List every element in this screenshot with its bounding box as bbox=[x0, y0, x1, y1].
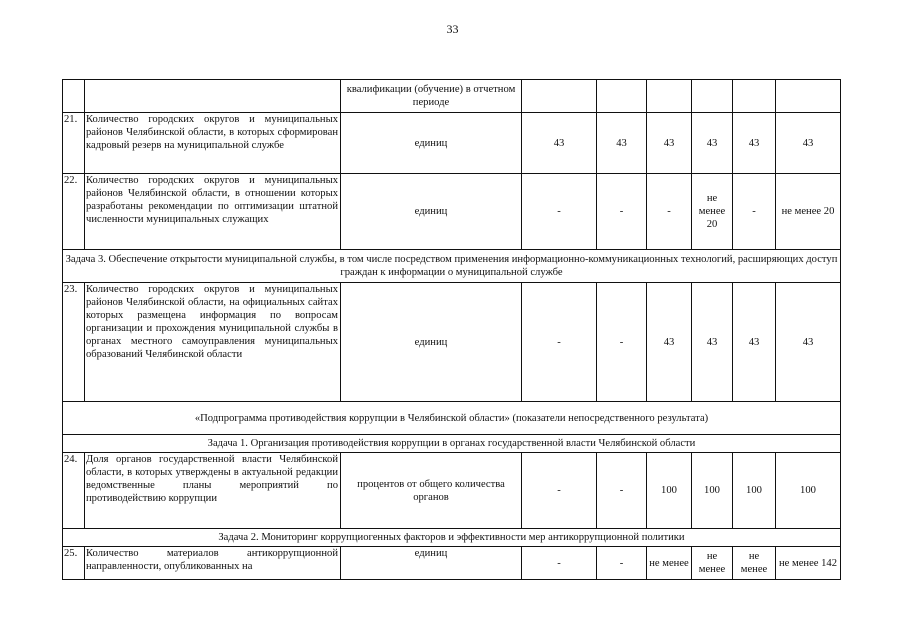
table-row bbox=[63, 174, 841, 250]
task-heading: Задача 3. Обеспечение открытости муниципальной службы, в том числе посредством применения информационно-коммуникационных технологий, расширяющих доступ граждан к информации о муниципальной службе bbox=[63, 250, 841, 283]
row-number: 23. bbox=[63, 283, 85, 402]
value-cell: 43 bbox=[776, 283, 841, 402]
value-cell: не менее bbox=[647, 547, 692, 580]
indicator-name bbox=[85, 80, 341, 113]
value-cell: - bbox=[647, 174, 692, 250]
table-row bbox=[63, 113, 841, 174]
value-cell: 43 bbox=[522, 113, 597, 174]
value-cell: 43 bbox=[733, 113, 776, 174]
value-cell: не менее 142 bbox=[776, 547, 841, 580]
unit-cell: единиц bbox=[341, 547, 522, 580]
value-cell: 43 bbox=[692, 283, 733, 402]
value-cell: - bbox=[597, 174, 647, 250]
unit-cell: квалификации (обучение) в отчетном периоде bbox=[341, 80, 522, 113]
table-row bbox=[63, 453, 841, 529]
task-heading: Задача 1. Организация противодействия коррупции в органах государственной власти Челябинской области bbox=[63, 435, 841, 453]
row-number: 21. bbox=[63, 113, 85, 174]
indicator-name: Количество городских округов и муниципальных районов Челябинской области, в отношении которых разработаны рекомендации по оптимизации штатной численности муниципальных служащих bbox=[85, 174, 341, 250]
subprogram-row bbox=[63, 402, 841, 435]
value-cell: - bbox=[597, 283, 647, 402]
value-cell: 100 bbox=[647, 453, 692, 529]
value-cell: - bbox=[597, 547, 647, 580]
value-cell: 100 bbox=[692, 453, 733, 529]
value-cell bbox=[776, 80, 841, 113]
indicator-name: Количество городских округов и муниципальных районов Челябинской области, в которых сформирован кадровый резерв на муниципальной службе bbox=[85, 113, 341, 174]
indicator-name: Количество городских округов и муниципальных районов Челябинской области, на официальных сайтах которых размещена информация по вопросам организации и прохождения муниципальной службы в органах местного самоуправления муниципальных образований Челябинской области bbox=[85, 283, 341, 402]
task-heading: Задача 2. Мониторинг коррупциогенных факторов и эффективности мер антикоррупционной политики bbox=[63, 529, 841, 547]
row-number: 22. bbox=[63, 174, 85, 250]
value-cell: 43 bbox=[692, 113, 733, 174]
value-cell: - bbox=[597, 453, 647, 529]
task-row bbox=[63, 529, 841, 547]
value-cell: 43 bbox=[647, 283, 692, 402]
value-cell: - bbox=[522, 283, 597, 402]
value-cell bbox=[597, 80, 647, 113]
value-cell: не менее bbox=[692, 547, 733, 580]
value-cell bbox=[522, 80, 597, 113]
task-row bbox=[63, 250, 841, 283]
value-cell: - bbox=[522, 174, 597, 250]
table-row bbox=[63, 80, 841, 113]
table-row bbox=[63, 283, 841, 402]
task-row bbox=[63, 435, 841, 453]
value-cell: - bbox=[522, 453, 597, 529]
indicator-name: Количество материалов антикоррупционной направленности, опубликованных на bbox=[85, 547, 341, 580]
table-row bbox=[63, 547, 841, 580]
value-cell bbox=[692, 80, 733, 113]
page-number: 33 bbox=[446, 22, 459, 36]
value-cell: не менее 20 bbox=[692, 174, 733, 250]
unit-cell: единиц bbox=[341, 283, 522, 402]
value-cell: 43 bbox=[647, 113, 692, 174]
value-cell: 100 bbox=[776, 453, 841, 529]
value-cell: 43 bbox=[733, 283, 776, 402]
value-cell: - bbox=[522, 547, 597, 580]
row-number bbox=[63, 80, 85, 113]
value-cell: не менее 20 bbox=[776, 174, 841, 250]
value-cell: 100 bbox=[733, 453, 776, 529]
row-number: 24. bbox=[63, 453, 85, 529]
unit-cell: процентов от общего количества органов bbox=[341, 453, 522, 529]
indicator-name: Доля органов государственной власти Челябинской области, в которых утверждены в актуальной редакции ведомственные планы мероприятий по противодействию коррупции bbox=[85, 453, 341, 529]
indicators-table bbox=[62, 79, 841, 580]
value-cell: 43 bbox=[597, 113, 647, 174]
row-number: 25. bbox=[63, 547, 85, 580]
value-cell: 43 bbox=[776, 113, 841, 174]
unit-cell: единиц bbox=[341, 174, 522, 250]
subprogram-heading: «Подпрограмма противодействия коррупции в Челябинской области» (показатели непосредственного результата) bbox=[63, 402, 841, 435]
value-cell: - bbox=[733, 174, 776, 250]
value-cell bbox=[733, 80, 776, 113]
value-cell bbox=[647, 80, 692, 113]
value-cell: не менее bbox=[733, 547, 776, 580]
unit-cell: единиц bbox=[341, 113, 522, 174]
